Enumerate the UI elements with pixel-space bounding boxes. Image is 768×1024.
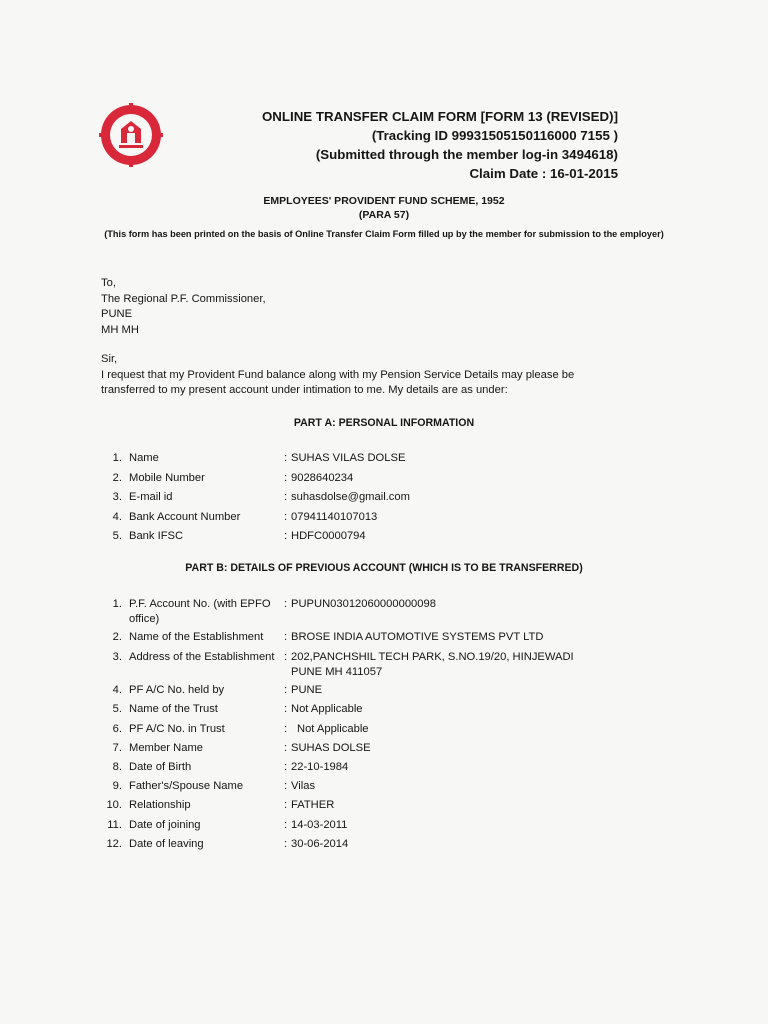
row-label: PF A/C No. in Trust bbox=[129, 723, 225, 735]
row-number: 9. bbox=[112, 780, 122, 792]
form-title: ONLINE TRANSFER CLAIM FORM [FORM 13 (REVISED)] bbox=[261, 109, 618, 124]
address-line-2: PUNE bbox=[101, 308, 133, 321]
submitted-through: (Submitted through the member log-in 3494618) bbox=[315, 147, 618, 162]
addressee-block bbox=[101, 276, 266, 338]
row-colon: : bbox=[284, 761, 288, 773]
salutation: Sir, bbox=[101, 353, 118, 365]
row-colon: : bbox=[284, 838, 288, 850]
row-value: 9028640234 bbox=[291, 472, 354, 484]
row-value: 07941140107013 bbox=[291, 511, 378, 523]
row-value: Not Applicable bbox=[291, 703, 363, 715]
part-b-title: PART B: DETAILS OF PREVIOUS ACCOUNT (WHICH IS TO BE TRANSFERRED) bbox=[185, 562, 583, 574]
row-number: 5. bbox=[112, 703, 122, 715]
row-label: Name bbox=[129, 452, 159, 464]
row-value: HDFC0000794 bbox=[291, 530, 366, 542]
row-colon: : bbox=[284, 651, 288, 663]
row-value: PUNE bbox=[291, 684, 323, 696]
row-label: P.F. Account No. (with EPFO bbox=[129, 598, 271, 610]
claim-date: Claim Date : 16-01-2015 bbox=[469, 166, 618, 181]
address-line-3: MH MH bbox=[101, 323, 139, 336]
row-value-continued: PUNE MH 411057 bbox=[291, 666, 383, 678]
row-colon: : bbox=[284, 491, 288, 503]
row-value: FATHER bbox=[291, 799, 335, 811]
row-label: Relationship bbox=[129, 799, 191, 811]
row-colon: : bbox=[284, 472, 288, 484]
address-line-1: The Regional P.F. Commissioner, bbox=[101, 292, 266, 305]
row-colon: : bbox=[284, 684, 288, 696]
scheme-para: (PARA 57) bbox=[358, 209, 410, 221]
row-label: Member Name bbox=[129, 742, 203, 754]
letter-body bbox=[101, 352, 574, 399]
row-label: E-mail id bbox=[129, 491, 173, 503]
row-label: Name of the Establishment bbox=[129, 631, 264, 643]
row-value: 14-03-2011 bbox=[291, 819, 348, 831]
row-value: 22-10-1984 bbox=[291, 761, 349, 773]
row-label: Mobile Number bbox=[129, 472, 205, 484]
row-number: 6. bbox=[112, 723, 122, 735]
row-number: 7. bbox=[112, 742, 122, 754]
row-colon: : bbox=[284, 511, 288, 523]
scheme-note: (This form has been printed on the basis of Online Transfer Claim Form filled up by the member for submission to the employer) bbox=[104, 229, 664, 239]
tracking-id: (Tracking ID 99931505150116000 7155 ) bbox=[371, 128, 618, 143]
row-value: 202,PANCHSHIL TECH PARK, S.NO.19/20, HINJEWADI bbox=[291, 651, 574, 663]
form-header bbox=[262, 107, 618, 183]
row-value: SUHAS VILAS DOLSE bbox=[291, 452, 406, 464]
row-number: 2. bbox=[112, 631, 122, 643]
letter-body-line-1: I request that my Provident Fund balance along with my Pension Service Details may please be bbox=[101, 368, 575, 381]
epfo-emblem-icon bbox=[99, 103, 163, 167]
row-colon: : bbox=[284, 780, 288, 792]
row-label: Date of joining bbox=[129, 819, 201, 831]
row-label: PF A/C No. held by bbox=[129, 684, 225, 696]
row-value: Vilas bbox=[291, 780, 316, 792]
row-value: Not Applicable bbox=[297, 723, 369, 735]
row-number: 11. bbox=[107, 819, 122, 831]
row-colon: : bbox=[284, 452, 288, 464]
row-number: 8. bbox=[112, 761, 122, 773]
row-value: suhasdolse@gmail.com bbox=[291, 491, 410, 503]
letter-body-line-2: transferred to my present account under intimation to me. My details are as under: bbox=[101, 384, 508, 397]
row-colon: : bbox=[284, 799, 288, 811]
row-colon: : bbox=[284, 631, 288, 643]
row-value: SUHAS DOLSE bbox=[291, 742, 371, 754]
row-label: Date of leaving bbox=[129, 838, 204, 850]
row-colon: : bbox=[284, 723, 288, 735]
scheme-title: EMPLOYEES' PROVIDENT FUND SCHEME, 1952 bbox=[263, 195, 505, 207]
row-number: 12. bbox=[106, 838, 122, 850]
row-number: 1. bbox=[112, 452, 122, 464]
row-label: Address of the Establishment bbox=[129, 651, 275, 663]
row-colon: : bbox=[284, 742, 288, 754]
row-value: 30-06-2014 bbox=[291, 838, 349, 850]
row-colon: : bbox=[284, 530, 288, 542]
row-number: 3. bbox=[112, 491, 122, 503]
row-value: PUPUN03012060000000098 bbox=[291, 598, 436, 610]
part-a-title: PART A: PERSONAL INFORMATION bbox=[293, 417, 475, 429]
row-number: 10. bbox=[106, 799, 122, 811]
row-label: Name of the Trust bbox=[129, 703, 218, 715]
row-value: BROSE INDIA AUTOMOTIVE SYSTEMS PVT LTD bbox=[291, 631, 544, 643]
row-number: 4. bbox=[112, 684, 122, 696]
row-colon: : bbox=[284, 598, 288, 610]
row-label: Bank Account Number bbox=[129, 511, 241, 523]
row-number: 2. bbox=[112, 472, 122, 484]
address-to: To, bbox=[101, 277, 116, 289]
row-label: Date of Birth bbox=[129, 761, 192, 773]
row-label: Bank IFSC bbox=[129, 530, 184, 542]
row-label: Father's/Spouse Name bbox=[129, 780, 244, 792]
row-colon: : bbox=[284, 819, 288, 831]
row-number: 3. bbox=[112, 651, 122, 663]
row-label-continued: office) bbox=[129, 613, 160, 625]
row-number: 4. bbox=[112, 511, 122, 523]
row-number: 1. bbox=[112, 598, 122, 610]
row-colon: : bbox=[284, 703, 288, 715]
row-number: 5. bbox=[112, 530, 122, 542]
